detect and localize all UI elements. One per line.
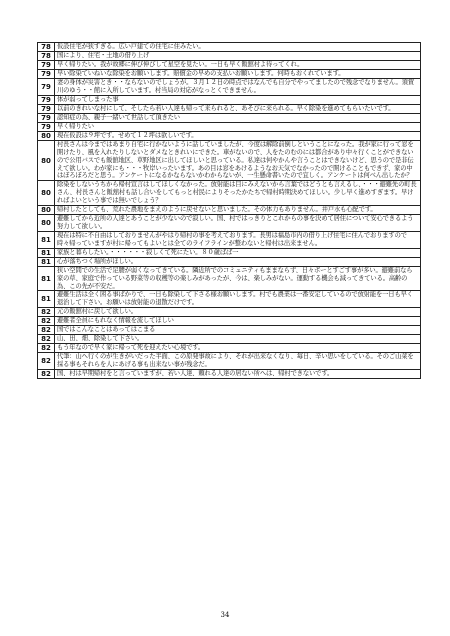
respondent-number: 79 <box>38 70 55 79</box>
respondent-number: 79 <box>38 95 55 104</box>
table-row <box>38 370 421 379</box>
response-text: 元の飯舘村に戻して欲しい。 <box>55 308 421 317</box>
respondent-number: 81 <box>38 231 55 248</box>
response-text: 除染をしないうちから帰村宣言はしてほしくなかった。放射能は目にみえないから言葉ではどうとも言えるし、・・・避難先の町長さん、村長さんと飯舘村も話し合いをしてもっと村民によりそったかたちで帰村時期決めてほしい。少し早く進めすぎます。早ければよいという事では無いでしょう？ <box>55 181 421 206</box>
table-row <box>38 113 421 122</box>
table-row <box>38 43 421 52</box>
table-row <box>38 335 421 344</box>
table-row <box>38 52 421 61</box>
respondent-number: 81 <box>38 257 55 266</box>
table-row <box>38 206 421 215</box>
respondent-number: 81 <box>38 266 55 291</box>
response-text: 家族と暮らしたい。・・・・・・寂しくて死にたい。８０歳ばば一 <box>55 248 421 257</box>
table-row <box>38 344 421 353</box>
response-text: 以前のきれいな村にして、そしたら若い人達も帰って来られると、あそびに来られる。早く除染を進めてもらいたいです。 <box>55 104 421 113</box>
respondent-number: 80 <box>38 131 55 140</box>
respondent-number: 78 <box>38 52 55 61</box>
response-text: 現在は特に不自由はしておりませんがやはり帰村の事を考えております。長男は福島市内の借り上げ住宅に住んでおりますので時々帰っていますが村に帰ってもよいとは全てのライフラインが整わないと帰村は出来ません。 <box>55 231 421 248</box>
table-row <box>38 122 421 131</box>
response-text: 村長さんは今まではあまり自宅に行かないように話していましたが、今度は解除前倒しということになった。我が家に行って窓を開けたり、風を入れたりしないとダメなときれいにできた。車がないので、人をたのむのには都合があり中々行くことができないので公用バスでも飯舘地区、草野地区に出してほしいと思っている。私達は何やかんや言うことはできないけど、思うので是非伝えて欲しい。わが家にも・・・牧岸いったいます。あの目は窓をあけるようなお天気でなかったので開けることもできず、家の中はぼろぼろだと思う。アンケートになるかならないかわからないが、一生懸命書いたので宜しく。アンケートは何べん出したか？ <box>55 140 421 181</box>
table-row <box>38 61 421 70</box>
survey-responses-sheet <box>37 42 421 379</box>
table-row <box>38 131 421 140</box>
respondent-number: 82 <box>38 335 55 344</box>
respondent-number: 80 <box>38 206 55 215</box>
respondent-number: 78 <box>38 43 55 52</box>
response-text: 避難生活は全く困る事ばかりで、一日も除染して下さる様お願いします。村でも農業は一番安定しているので放射能を一日も早く退治して下さい。お願いは放射能の退散だけです。 <box>55 291 421 308</box>
table-row <box>38 326 421 335</box>
response-text: 妻の身体が災害とき・・ならないのでしょうが。３月１２日の時点ではなんでも自分でやってましたので残念でなりません。須賀川のゆう・・館に入所しています。村当局の対応がなっとくできません。 <box>55 79 421 96</box>
respondent-number: 82 <box>38 370 55 379</box>
table-row <box>38 95 421 104</box>
responses-table-body <box>38 43 421 379</box>
table-row <box>38 353 421 370</box>
response-text: 避難者全員にもれなく情報を流してほしい <box>55 317 421 326</box>
table-row <box>38 231 421 248</box>
table-row <box>38 308 421 317</box>
table-row <box>38 257 421 266</box>
response-text: 帰村したとしても、荒れた農地をまえのように戻せないと思いました。その体力もありません。井戸水も心配です。 <box>55 206 421 215</box>
table-row <box>38 181 421 206</box>
respondent-number: 80 <box>38 181 55 206</box>
response-text: 代筆：山へ行くのが生きがいだった半面、この原発事故により、それが出来なくなり、毎日、辛い思いをしている。そのご山菜を採る事もそれらを人にあげる事も出来ない事が残念だ。 <box>55 353 421 370</box>
table-row <box>38 104 421 113</box>
response-text: 体が弱ってしまった事 <box>55 95 421 104</box>
table-row <box>38 248 421 257</box>
table-row <box>38 266 421 291</box>
response-text: 認知症の為、親子一緒いて世話して頂きたい <box>55 113 421 122</box>
respondent-number: 82 <box>38 326 55 335</box>
respondent-number: 79 <box>38 61 55 70</box>
table-row <box>38 140 421 181</box>
responses-table <box>37 42 421 379</box>
table-row <box>38 317 421 326</box>
table-row <box>38 79 421 96</box>
respondent-number: 81 <box>38 248 55 257</box>
page-number: 34 <box>220 611 230 619</box>
response-text: 心が落ちつく場所がほしい。 <box>55 257 421 266</box>
response-text: 山、田、畑、除染して下さい。 <box>55 335 421 344</box>
table-row <box>38 291 421 308</box>
respondent-number: 79 <box>38 113 55 122</box>
response-text: 避難してから近所の人達とあうことが少ないので寂しい。国、村ではっきりとこれからの事を決めて居住について安心できるよう努力して欲しい。 <box>55 215 421 232</box>
respondent-number: 79 <box>38 104 55 113</box>
response-text: 仮設住宅が狭すぎる。広い戸建ての住宅に住みたい。 <box>55 43 421 52</box>
respondent-number: 81 <box>38 291 55 308</box>
respondent-number: 82 <box>38 353 55 370</box>
respondent-number: 79 <box>38 79 55 96</box>
response-text: もう年なので早く家に帰って死を迎えたい心境です。 <box>55 344 421 353</box>
respondent-number: 82 <box>38 344 55 353</box>
respondent-number: 82 <box>38 317 55 326</box>
response-text: 早く帰りたい <box>55 122 421 131</box>
response-text: 国、村は早期帰村をと言っていますが、若い人達、頼れる人達の居ない所へは、帰村できないです。 <box>55 370 421 379</box>
response-text: 国ではこんなことはあってはこまる <box>55 326 421 335</box>
respondent-number: 82 <box>38 308 55 317</box>
response-text: 現在仮設は９坪です。せめて１２坪は欲しいです。 <box>55 131 421 140</box>
respondent-number: 79 <box>38 122 55 131</box>
table-row <box>38 215 421 232</box>
response-text: 国により、住宅・土地の借り上げ <box>55 52 421 61</box>
respondent-number: 80 <box>38 215 55 232</box>
table-row <box>38 70 421 79</box>
response-text: 早い除染ていねいな除染をお願いします。賠償金の早めの支払いお願いします。何時もおくれています。 <box>55 70 421 79</box>
respondent-number: 80 <box>38 140 55 181</box>
response-text: 早く帰りたい。我が故郷に伸び伸びして星空を見たい。一日も早く飯舘村よ待ってくれ。 <box>55 61 421 70</box>
response-text: 狭い空間での生活で足腰が弱くなってきている。隣近所でのコミュニティもままならず、日々ボーとすごす事が多い。避難前なら家の草、家庭で作っている野菜等の収穫等の楽しみがあったが、今は、楽しみがない。運動する機会も減ってきている。高齢の為、この先が不安だ。 <box>55 266 421 291</box>
